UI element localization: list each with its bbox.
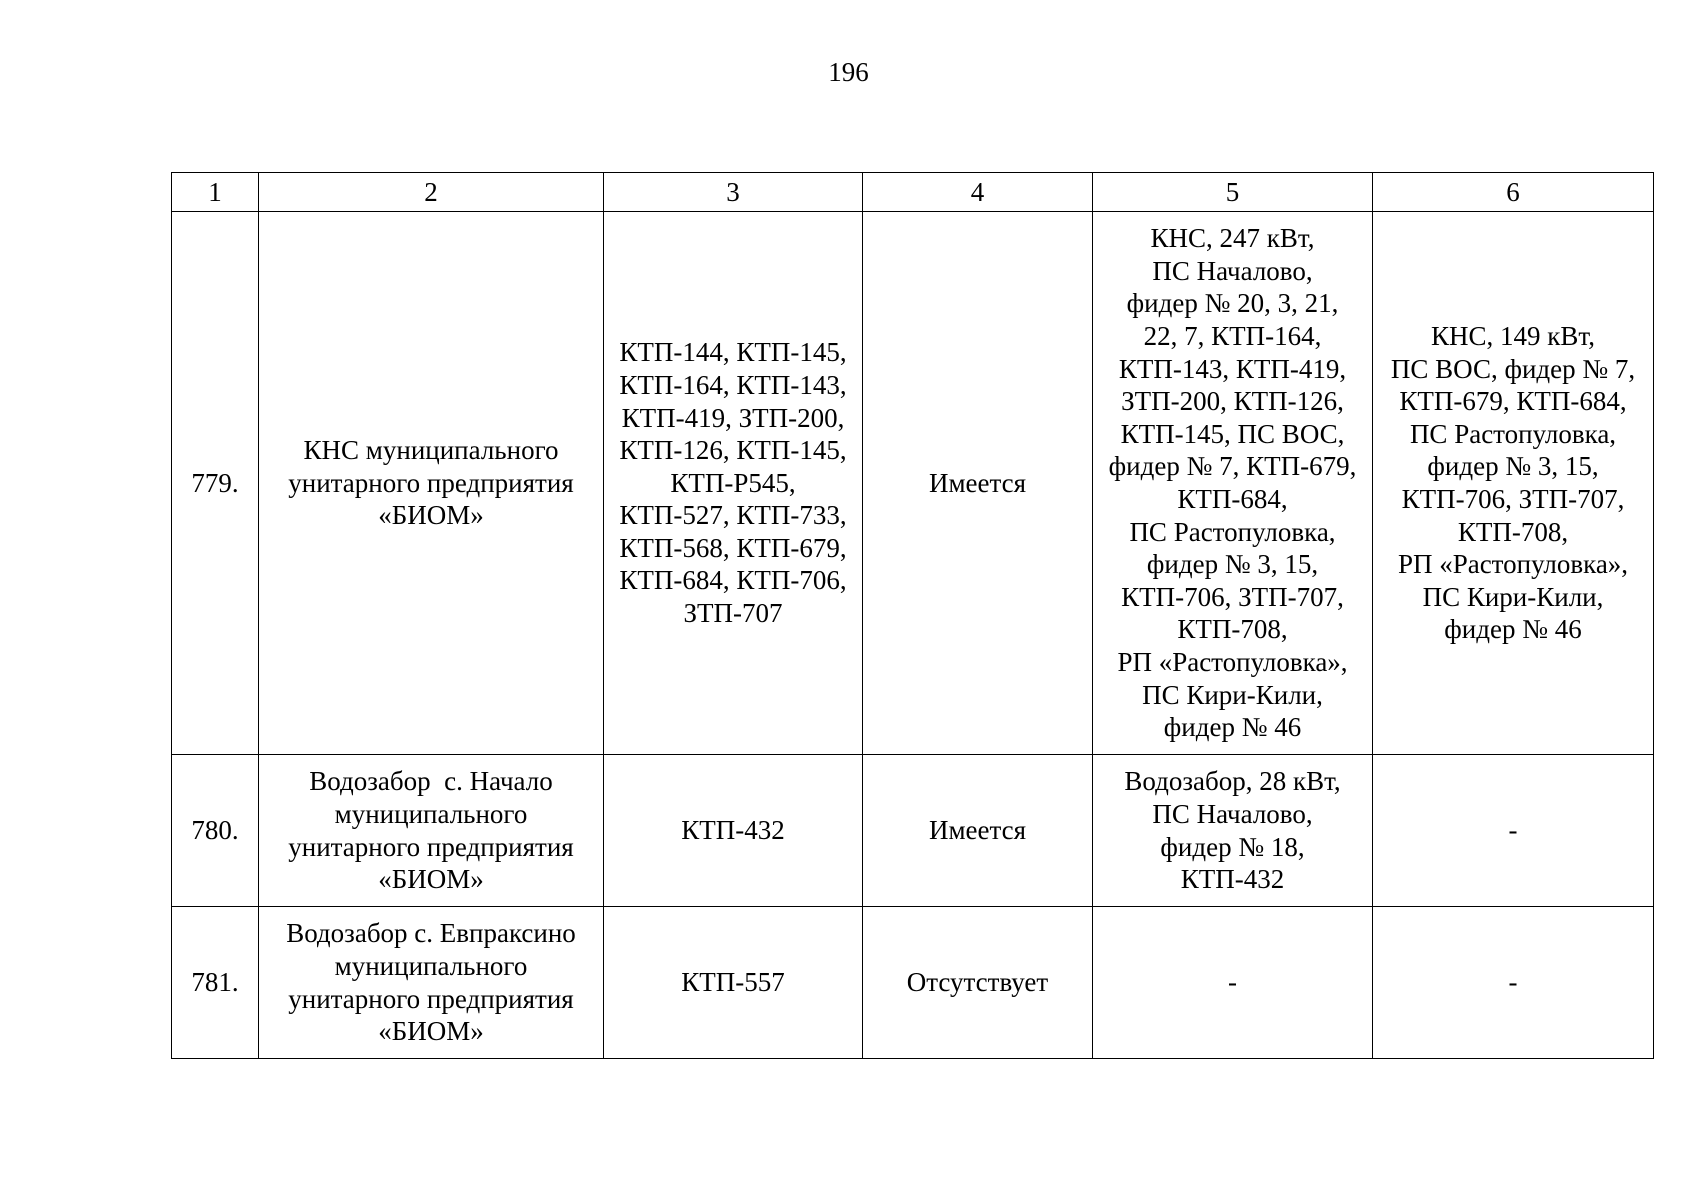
cell-line: КТП-419, ЗТП-200, [621,402,845,433]
cell-line: ПС Началово, [1152,255,1313,286]
cell-line: фидер № 3, 15, [1146,549,1319,580]
cell-line: ПС Началово, [1152,798,1313,829]
cell-line: КТП-557 [681,967,785,998]
substations-cell [604,212,863,755]
cell-line: КТП-126, КТП-145, [619,435,847,466]
cell-line: ПС Кири-Кили, [1142,679,1323,710]
cell-line: - [1508,815,1518,846]
cell-line: КТП-684, КТП-706, [619,565,847,596]
cell-line: унитарного предприятия [288,467,574,498]
object-name-cell [259,212,604,755]
power-reserve-cell [1373,212,1654,755]
cell-line: Водозабор, 28 кВт, [1124,766,1341,797]
cell-line: КТП-706, ЗТП-707, [1121,581,1344,612]
cell-line: КТП-143, КТП-419, [1118,353,1347,384]
cell-line: КТП-144, КТП-145, [619,337,847,368]
page-number: 196 [828,57,869,87]
substations-cell [604,907,863,1059]
cell-line: Водозабор с. Евпраксино [286,918,576,949]
cell-line: РП «Растопуловка», [1397,549,1629,580]
cell-line: КТП-432 [1180,864,1285,895]
status-cell: Имеется [863,755,1093,907]
cell-line: ПС Растопуловка, [1409,418,1617,449]
cell-line: КТП-527, КТП-733, [619,500,847,531]
cell-line: «БИОМ» [378,500,484,531]
status-cell: Имеется [863,212,1093,755]
cell-line: 22, 7, КТП-164, [1143,321,1322,352]
cell-line: фидер № 18, [1160,831,1305,862]
data-table [171,172,1654,1059]
column-header: 3 [604,173,863,212]
row-number: 780. [172,755,259,907]
column-header: 5 [1093,173,1373,212]
cell-line: КТП-679, КТП-684, [1399,386,1627,417]
row-number: 779. [172,212,259,755]
cell-line: КТП-432 [681,815,785,846]
cell-line: Водозабор с. Начало [309,766,553,797]
cell-line: КТП-Р545, [670,467,796,498]
object-name-cell [259,907,604,1059]
cell-line: унитарного предприятия [288,983,574,1014]
cell-line: ПС Кири-Кили, [1422,581,1604,612]
cell-line: муниципального [334,950,528,981]
cell-line: унитарного предприятия [288,831,574,862]
cell-line: ЗТП-707 [683,598,783,629]
cell-line: КНС муниципального [303,435,559,466]
cell-line: - [1508,967,1518,998]
cell-line: фидер № 7, КТП-679, [1108,451,1357,482]
cell-line: фидер № 46 [1444,614,1582,645]
power-main-cell [1093,755,1373,907]
column-header: 2 [259,173,604,212]
cell-line: муниципального [334,798,528,829]
cell-line: РП «Растопуловка», [1117,646,1348,677]
table-row [172,212,1654,755]
column-header: 4 [863,173,1093,212]
cell-line: КТП-708, [1177,614,1288,645]
cell-line: «БИОМ» [378,864,484,895]
cell-line: - [1228,967,1237,998]
table-row [172,907,1654,1059]
cell-line: КТП-568, КТП-679, [619,532,847,563]
table-row [172,755,1654,907]
cell-line: «БИОМ» [378,1016,484,1047]
power-reserve-cell [1373,755,1654,907]
cell-line: КНС, 149 кВт, [1431,321,1595,352]
row-number: 781. [172,907,259,1059]
cell-line: КТП-706, ЗТП-707, [1401,484,1625,514]
cell-line: КНС, 247 кВт, [1150,223,1315,254]
cell-line: ПС ВОС, фидер № 7, [1390,353,1636,384]
cell-line: КТП-164, КТП-143, [619,369,847,400]
cell-line: КТП-145, ПС ВОС, [1120,418,1345,449]
cell-line: ЗТП-200, КТП-126, [1121,386,1344,417]
power-main-cell [1093,907,1373,1059]
header-row [172,173,1654,212]
column-header: 6 [1373,173,1654,212]
cell-line: фидер № 20, 3, 21, [1126,288,1339,319]
cell-line: ПС Растопуловка, [1129,516,1336,547]
cell-line: фидер № 46 [1163,712,1302,743]
substations-cell [604,755,863,907]
column-header: 1 [172,173,259,212]
object-name-cell [259,755,604,907]
cell-line: КТП-684, [1177,484,1288,514]
cell-line: КТП-708, [1457,516,1569,547]
status-cell: Отсутствует [863,907,1093,1059]
cell-line: фидер № 3, 15, [1427,451,1599,482]
power-main-cell [1093,212,1373,755]
power-reserve-cell [1373,907,1654,1059]
